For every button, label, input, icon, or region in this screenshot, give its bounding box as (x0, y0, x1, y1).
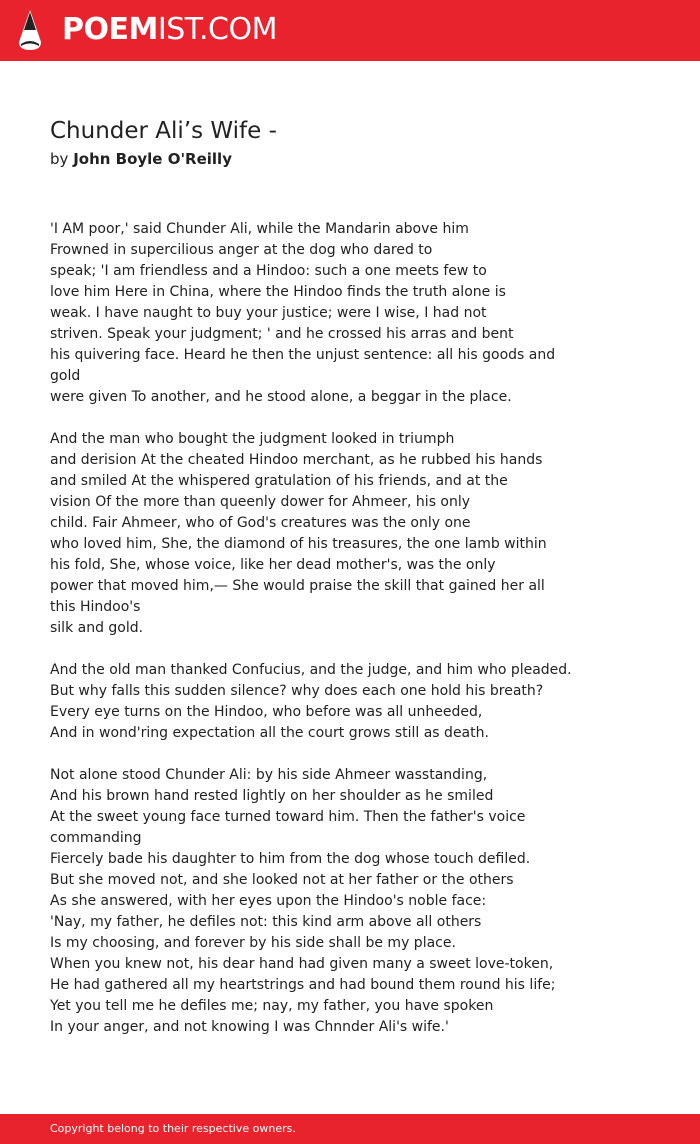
site-footer (0, 1114, 700, 1144)
poem-line: his quivering face. Heard he then the unjust sentence: all his goods and (50, 347, 556, 363)
poem-line: power that moved him,— She would praise the skill that gained her all (50, 578, 545, 594)
poem-line: Every eye turns on the Hindoo, who before was all unheeded, (50, 704, 483, 720)
poem-line: this Hindoo's (50, 599, 141, 615)
poem-stanza (50, 660, 610, 744)
poem-line: were given To another, and he stood alone, a beggar in the place. (50, 389, 512, 405)
logo-light-text: IST.COM (157, 12, 277, 47)
poem-line: But why falls this sudden silence? why does each one hold his breath? (50, 683, 544, 699)
poem-line: speak; 'I am friendless and a Hindoo: such a one meets few to (50, 263, 487, 279)
poem-stanza (50, 765, 610, 1038)
poem-line: At the sweet young face turned toward him. Then the father's voice (50, 809, 526, 825)
poem-line: And in wond'ring expectation all the court grows still as death. (50, 725, 489, 741)
author-name: John Boyle O'Reilly (73, 150, 232, 168)
poem-line: He had gathered all my heartstrings and had bound them round his life; (50, 977, 556, 993)
poem-line: And the old man thanked Confucius, and the judge, and him who pleaded. (50, 662, 572, 678)
poem-line: gold (50, 368, 81, 384)
by-label: by (50, 150, 69, 168)
poem-line: striven. Speak your judgment; ' and he crossed his arras and bent (50, 326, 514, 342)
copyright-text: Copyright belong to their respective owners. (50, 1122, 296, 1135)
poem-line: Frowned in supercilious anger at the dog who dared to (50, 242, 433, 258)
poem-line: who loved him, She, the diamond of his treasures, the one lamb within (50, 536, 547, 552)
poem-line: silk and gold. (50, 620, 144, 636)
poem-body (50, 219, 610, 1059)
poem-line: In your anger, and not knowing I was Chnnder Ali's wife.' (50, 1019, 449, 1035)
poem-line: 'I AM poor,' said Chunder Ali, while the Mandarin above him (50, 221, 469, 237)
poem-line: Not alone stood Chunder Ali: by his side Ahmeer wasstanding, (50, 767, 488, 783)
poem-line: and smiled At the whispered gratulation of his friends, and at the (50, 473, 508, 489)
poem-line: love him Here in China, where the Hindoo finds the truth alone is (50, 284, 506, 300)
poem-line: commanding (50, 830, 142, 846)
poem-line: Fiercely bade his daughter to him from the dog whose touch defiled. (50, 851, 531, 867)
poem-line: As she answered, with her eyes upon the Hindoo's noble face: (50, 893, 487, 909)
poem-line: his fold, She, whose voice, like her dead mother's, was the only (50, 557, 496, 573)
poem-line: Is my choosing, and forever by his side shall be my place. (50, 935, 456, 951)
poem-line: vision Of the more than queenly dower for Ahmeer, his only (50, 494, 471, 510)
poem-line: 'Nay, my father, he defiles not: this kind arm above all others (50, 914, 482, 930)
poem-line: And his brown hand rested lightly on her shoulder as he smiled (50, 788, 494, 804)
poem-line: But she moved not, and she looked not at her father or the others (50, 872, 514, 888)
site-logo[interactable] (62, 12, 277, 48)
pencil-tip-icon[interactable] (17, 8, 43, 52)
logo-bold-text: POEM (62, 12, 158, 47)
site-header (0, 0, 700, 61)
poem-line: Yet you tell me he defiles me; nay, my father, you have spoken (50, 998, 494, 1014)
poem-stanza (50, 219, 610, 408)
poem-line: And the man who bought the judgment looked in triumph (50, 431, 455, 447)
poem-stanza (50, 429, 610, 639)
poem-line: child. Fair Ahmeer, who of God's creatures was the only one (50, 515, 471, 531)
byline (50, 149, 232, 169)
poem-line: When you knew not, his dear hand had given many a sweet love-token, (50, 956, 554, 972)
poem-line: weak. I have naught to buy your justice; were I wise, I had not (50, 305, 487, 321)
poem-line: and derision At the cheated Hindoo merchant, as he rubbed his hands (50, 452, 543, 468)
poem-title: Chunder Ali’s Wife - (50, 118, 277, 144)
